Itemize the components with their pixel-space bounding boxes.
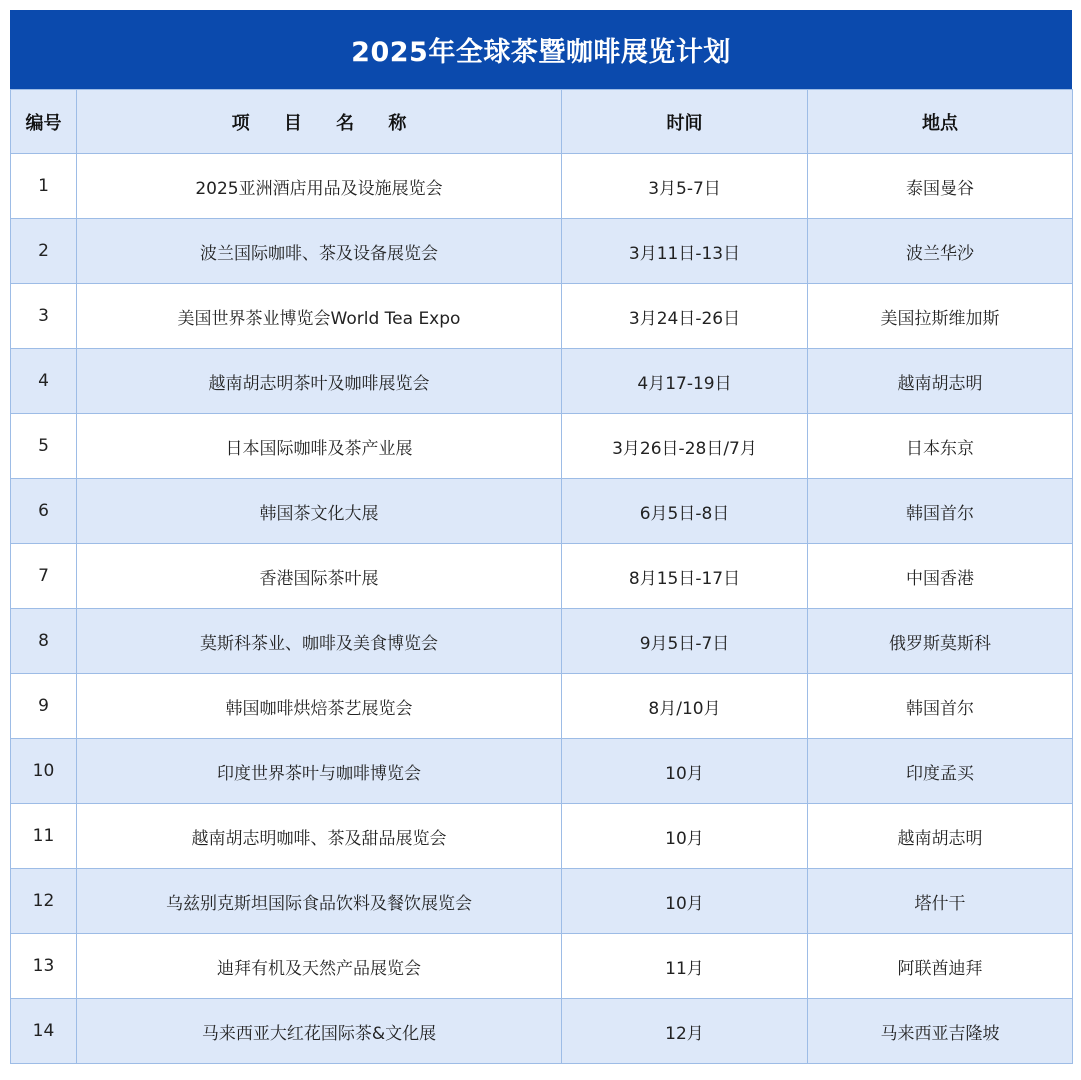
cell-no: 2 xyxy=(11,219,77,284)
cell-time: 11月 xyxy=(562,934,808,999)
table-row xyxy=(11,349,1073,414)
cell-no: 10 xyxy=(11,739,77,804)
cell-time: 3月26日-28日/7月 xyxy=(562,414,808,479)
cell-time: 10月 xyxy=(562,869,808,934)
header-time: 时间 xyxy=(562,90,808,154)
cell-location: 印度孟买 xyxy=(808,739,1073,804)
cell-location: 美国拉斯维加斯 xyxy=(808,284,1073,349)
cell-name: 越南胡志明咖啡、茶及甜品展览会 xyxy=(77,804,562,869)
cell-name: 韩国咖啡烘焙茶艺展览会 xyxy=(77,674,562,739)
table-row xyxy=(11,739,1073,804)
cell-name: 2025亚洲酒店用品及设施展览会 xyxy=(77,154,562,219)
cell-location: 波兰华沙 xyxy=(808,219,1073,284)
cell-name: 香港国际茶叶展 xyxy=(77,544,562,609)
cell-location: 韩国首尔 xyxy=(808,674,1073,739)
cell-name: 迪拜有机及天然产品展览会 xyxy=(77,934,562,999)
cell-location: 中国香港 xyxy=(808,544,1073,609)
cell-time: 8月15日-17日 xyxy=(562,544,808,609)
cell-time: 6月5日-8日 xyxy=(562,479,808,544)
table-header xyxy=(11,90,1073,154)
cell-no: 9 xyxy=(11,674,77,739)
cell-name: 乌兹别克斯坦国际食品饮料及餐饮展览会 xyxy=(77,869,562,934)
cell-time: 9月5日-7日 xyxy=(562,609,808,674)
page-title: 2025年全球茶暨咖啡展览计划 xyxy=(10,10,1072,89)
cell-name: 日本国际咖啡及茶产业展 xyxy=(77,414,562,479)
cell-name: 印度世界茶叶与咖啡博览会 xyxy=(77,739,562,804)
cell-location: 马来西亚吉隆坡 xyxy=(808,999,1073,1064)
cell-no: 12 xyxy=(11,869,77,934)
table-row xyxy=(11,869,1073,934)
header-location: 地点 xyxy=(808,90,1073,154)
table-body xyxy=(11,154,1073,1064)
cell-no: 13 xyxy=(11,934,77,999)
table-row xyxy=(11,414,1073,479)
cell-time: 10月 xyxy=(562,739,808,804)
cell-name: 越南胡志明茶叶及咖啡展览会 xyxy=(77,349,562,414)
table-row xyxy=(11,804,1073,869)
table-row xyxy=(11,219,1073,284)
cell-location: 阿联酋迪拜 xyxy=(808,934,1073,999)
cell-time: 3月11日-13日 xyxy=(562,219,808,284)
cell-no: 8 xyxy=(11,609,77,674)
table-row xyxy=(11,609,1073,674)
cell-location: 泰国曼谷 xyxy=(808,154,1073,219)
exhibition-table xyxy=(10,89,1073,1064)
cell-time: 4月17-19日 xyxy=(562,349,808,414)
table-row xyxy=(11,284,1073,349)
cell-time: 10月 xyxy=(562,804,808,869)
header-name: 项 目 名 称 xyxy=(77,90,562,154)
table-row xyxy=(11,544,1073,609)
cell-no: 3 xyxy=(11,284,77,349)
cell-no: 7 xyxy=(11,544,77,609)
header-row xyxy=(11,90,1073,154)
cell-time: 12月 xyxy=(562,999,808,1064)
cell-name: 美国世界茶业博览会World Tea Expo xyxy=(77,284,562,349)
cell-location: 塔什干 xyxy=(808,869,1073,934)
table-row xyxy=(11,154,1073,219)
cell-location: 越南胡志明 xyxy=(808,349,1073,414)
table-row xyxy=(11,999,1073,1064)
cell-time: 3月24日-26日 xyxy=(562,284,808,349)
cell-no: 11 xyxy=(11,804,77,869)
cell-location: 俄罗斯莫斯科 xyxy=(808,609,1073,674)
cell-no: 14 xyxy=(11,999,77,1064)
cell-time: 3月5-7日 xyxy=(562,154,808,219)
cell-name: 马来西亚大红花国际茶&文化展 xyxy=(77,999,562,1064)
cell-location: 日本东京 xyxy=(808,414,1073,479)
cell-name: 韩国茶文化大展 xyxy=(77,479,562,544)
cell-no: 1 xyxy=(11,154,77,219)
table-row xyxy=(11,674,1073,739)
table-row xyxy=(11,479,1073,544)
cell-location: 越南胡志明 xyxy=(808,804,1073,869)
cell-no: 5 xyxy=(11,414,77,479)
table-row xyxy=(11,934,1073,999)
cell-time: 8月/10月 xyxy=(562,674,808,739)
cell-no: 4 xyxy=(11,349,77,414)
header-no: 编号 xyxy=(11,90,77,154)
cell-name: 波兰国际咖啡、茶及设备展览会 xyxy=(77,219,562,284)
cell-name: 莫斯科茶业、咖啡及美食博览会 xyxy=(77,609,562,674)
cell-no: 6 xyxy=(11,479,77,544)
cell-location: 韩国首尔 xyxy=(808,479,1073,544)
exhibition-plan-sheet xyxy=(10,10,1072,1064)
